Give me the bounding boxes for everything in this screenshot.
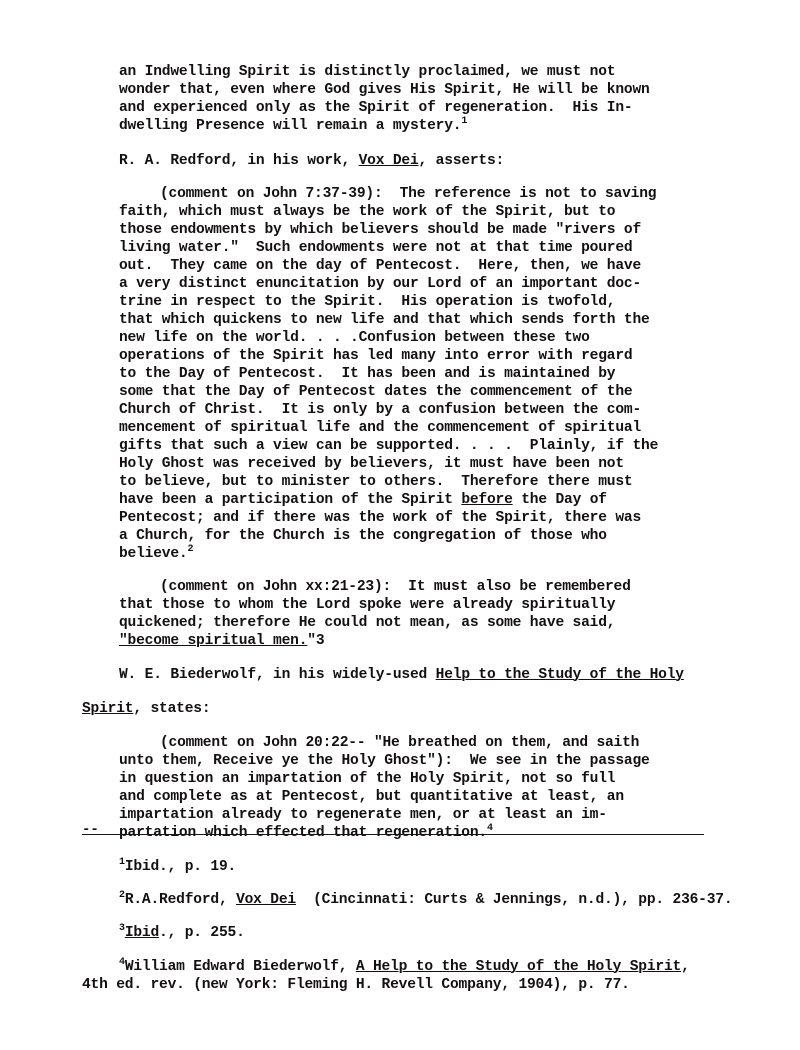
book-title: Spirit xyxy=(82,701,134,717)
text-line: an Indwelling Spirit is distinctly proclaimed, we must not xyxy=(119,64,616,80)
quote-line xyxy=(119,545,193,563)
footnote-2 xyxy=(119,891,732,909)
quote-line: a very distinct enuncitation by our Lord of an important doc- xyxy=(119,276,642,292)
emphasis: before xyxy=(461,492,513,508)
footnote-number: 4 xyxy=(119,957,125,969)
quoted-phrase: "become spiritual men. xyxy=(119,633,308,649)
quote-line: Pentecost; and if there was the work of the Spirit, there was xyxy=(119,510,642,526)
quote-line: Church of Christ. It is only by a confusion between the com- xyxy=(119,402,642,418)
footnote-rule xyxy=(82,834,704,835)
text-span: , xyxy=(681,959,690,975)
quote-line: living water." Such endowments were not at that time poured xyxy=(119,240,633,256)
separator-mark: -- xyxy=(82,822,99,838)
text-span: , states: xyxy=(133,701,211,717)
footnote-number: 3 xyxy=(119,923,125,935)
text-span: dwelling Presence will remain a mystery. xyxy=(119,118,462,134)
quote-line: new life on the world. . . .Confusion between these two xyxy=(119,330,590,346)
text-span: ., p. 255. xyxy=(159,925,245,941)
footnote-4 xyxy=(119,958,690,976)
text-span: have been a participation of the Spirit xyxy=(119,492,462,508)
quote-line: that those to whom the Lord spoke were already spiritually xyxy=(119,597,616,613)
text-span: believe. xyxy=(119,546,188,562)
book-title: Help to the Study of the Holy xyxy=(435,667,684,683)
book-title: Ibid xyxy=(124,925,160,941)
quote-line: that which quickens to new life and that which sends forth the xyxy=(119,312,650,328)
text-span: the Day of xyxy=(512,492,607,508)
footnote-ref: 3 xyxy=(315,633,325,649)
quote-line: mencement of spiritual life and the commencement of spiritual xyxy=(119,420,642,436)
quote-line: (comment on John xx:21-23): It must also be remembered xyxy=(160,579,631,595)
biederwolf-intro-cont xyxy=(82,700,210,718)
footnote-ref: 4 xyxy=(486,823,493,835)
text-span: , asserts: xyxy=(418,153,505,169)
text-span: " xyxy=(307,633,316,649)
text-line xyxy=(119,117,467,135)
text-span: W. E. Biederwolf, in his widely-used xyxy=(119,667,436,683)
biederwolf-intro xyxy=(119,666,684,684)
redford-intro xyxy=(119,152,504,170)
footnote-number: 1 xyxy=(119,857,125,869)
text-span: (Cincinnati: Curts & Jennings, n.d.), pp. 236-37. xyxy=(295,892,733,908)
footnote-ref: 2 xyxy=(187,544,194,556)
quote-line: those endowments by which believers should be made "rivers of xyxy=(119,222,642,238)
footnote-number: 2 xyxy=(119,890,125,902)
quote-line: quickened; therefore He could not mean, as some have said, xyxy=(119,615,616,631)
quote-line: unto them, Receive ye the Holy Ghost"): We see in the passage xyxy=(119,753,650,769)
book-title: Vox Dei xyxy=(358,153,419,169)
quote-line: faith, which must always be the work of the Spirit, but to xyxy=(119,204,616,220)
quote-line: gifts that such a view can be supported. . . . Plainly, if the xyxy=(119,438,659,454)
quote-line: some that the Day of Pentecost dates the commencement of the xyxy=(119,384,633,400)
footnote-4-cont: 4th ed. rev. (new York: Fleming H. Revell Company, 1904), p. 77. xyxy=(82,977,630,993)
quote-line xyxy=(119,824,493,842)
text-line: and experienced only as the Spirit of regeneration. His In- xyxy=(119,100,633,116)
quote-line: impartation already to regenerate men, or at least an im- xyxy=(119,807,607,823)
quote-line: in question an impartation of the Holy Spirit, not so full xyxy=(119,771,616,787)
text-span: Ibid., p. 19. xyxy=(124,859,237,875)
footnote-3 xyxy=(119,924,245,942)
text-span: R.A.Redford, xyxy=(124,892,237,908)
book-title: Vox Dei xyxy=(236,892,296,908)
quote-line: (comment on John 7:37-39): The reference is not to saving xyxy=(160,186,657,202)
quote-line: (comment on John 20:22-- "He breathed on them, and saith xyxy=(160,735,640,751)
quote-line: and complete as at Pentecost, but quantitative at least, an xyxy=(119,789,624,805)
footnote-1 xyxy=(119,858,236,876)
text-span: partation which effected that regeneration. xyxy=(119,825,487,841)
footnote-ref: 1 xyxy=(461,116,468,128)
quote-line: Holy Ghost was received by believers, it must have been not xyxy=(119,456,624,472)
quote-line xyxy=(119,632,324,650)
quote-line: trine in respect to the Spirit. His operation is twofold, xyxy=(119,294,616,310)
quote-line: to the Day of Pentecost. It has been and is maintained by xyxy=(119,366,616,382)
quote-line: a Church, for the Church is the congregation of those who xyxy=(119,528,607,544)
text-line: wonder that, even where God gives His Spirit, He will be known xyxy=(119,82,650,98)
quote-line: operations of the Spirit has led many into error with regard xyxy=(119,348,633,364)
quote-line xyxy=(119,491,607,509)
quote-line: to believe, but to minister to others. Therefore there must xyxy=(119,474,633,490)
quote-line: out. They came on the day of Pentecost. Here, then, we have xyxy=(119,258,642,274)
text-span: William Edward Biederwolf, xyxy=(124,959,356,975)
text-span: R. A. Redford, in his work, xyxy=(119,153,359,169)
book-title: A Help to the Study of the Holy Spirit xyxy=(355,959,682,975)
